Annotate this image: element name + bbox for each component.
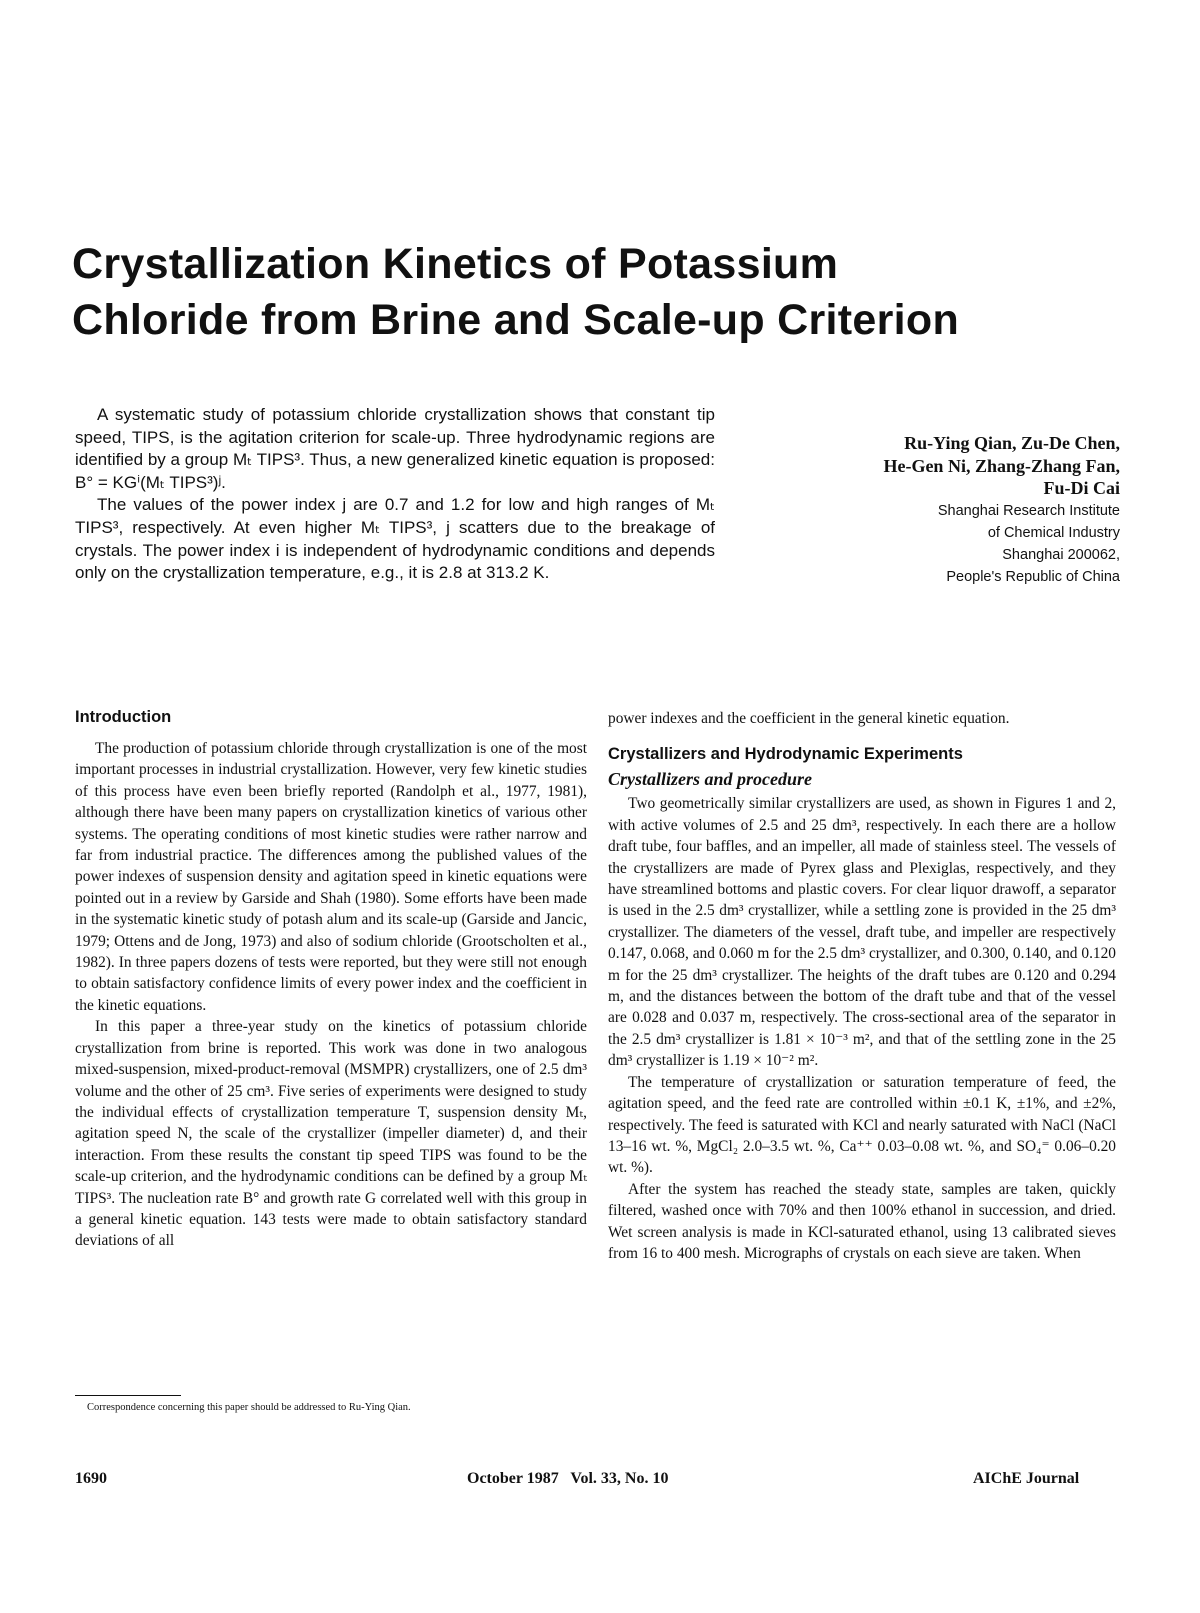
section-heading-introduction: Introduction <box>75 708 172 726</box>
page-number: 1690 <box>75 1470 107 1487</box>
intro-paragraph-1: The production of potassium chloride through crystallization is one of the most important processes in industrial crystallization. However, very few kinetic studies of this process have even been briefly reported (Randolph et al., 1977, 1981), although there have been many papers on crystallization kinetics of various other systems. The operating conditions of most kinetic studies were rather narrow and far from industrial practice. The differences among the published values of the power indexes of suspension density and agitation speed in kinetic equations were pointed out in a review by Garside and Shah (1980). Some efforts have been made in the systematic kinetic study of potash alum and its scale-up (Garside and Jancic, 1979; Ottens and de Jong, 1973) and also of sodium chloride (Grootscholten et al., 1982). In three papers dozens of tests were reported, but they were still not enough to obtain satisfactory confidence limits of every power index and the coefficient in the kinetic equations. <box>75 740 587 1014</box>
paper-title <box>72 236 1132 348</box>
abstract-paragraph-1: A systematic study of potassium chloride crystallization shows that constant tip speed, TIPS, is the agitation criterion for scale-up. Three hydrodynamic regions are identified by a group Mₜ TIPS³. Thus, a new generalized kinetic equation is proposed: B° = KGⁱ(Mₜ TIPS³)ʲ. <box>75 405 715 492</box>
section-gap <box>608 729 1116 743</box>
journal-name: AIChE Journal <box>973 1470 1080 1487</box>
abstract <box>75 404 715 585</box>
author-line-1: Ru-Ying Qian, Zu-De Chen, <box>904 433 1120 453</box>
intro-paragraph-2: In this paper a three-year study on the kinetics of potassium chloride crystallization from brine is reported. This work was done in two analogous mixed-suspension, mixed-product-removal (MSMPR) crystallizers, one of 2.5 dm³ volume and the other of 25 cm³. Five series of experiments were designed to study the individual effects of crystallization temperature T, suspension density Mₜ, agitation speed N, the scale of the crystallizer (impeller diameter) d, and their interaction. From these results the constant tip speed TIPS was found to be the scale-up criterion, and the hydrodynamic conditions can be defined by a group Mₜ TIPS³. The nucleation rate B° and growth rate G correlated well with this group in a general kinetic equation. 143 tests were made to obtain satisfactory standard deviations of all <box>75 1018 587 1250</box>
title-line-2: Chloride from Brine and Scale-up Criterion <box>72 296 960 344</box>
issue-info: October 1987 Vol. 33, No. 10 <box>467 1470 669 1487</box>
affiliation <box>800 500 1120 588</box>
author-block <box>800 432 1120 588</box>
crystallizers-paragraph-2: The temperature of crystallization or saturation temperature of feed, the agitation speed, and the feed rate are controlled within ±0.1 K, ±1%, and ±2%, respectively. The feed is saturated with KCl and nearly saturated with NaCl (NaCl 13–16 wt. %, MgCl₂ 2.0–3.5 wt. %, Ca⁺⁺ 0.03–0.08 wt. %, and SO₄⁼ 0.06–0.20 wt. %). <box>608 1073 1116 1177</box>
affiliation-line-2: of Chemical Industry <box>987 524 1120 541</box>
correspondence-footnote: Correspondence concerning this paper should be addressed to Ru-Ying Qian. <box>87 1402 411 1413</box>
section-heading-crystallizers: Crystallizers and Hydrodynamic Experiments <box>608 745 963 764</box>
affiliation-line-4: People's Republic of China <box>946 568 1120 585</box>
author-line-2: He-Gen Ni, Zhang-Zhang Fan, <box>883 455 1120 476</box>
crystallizers-paragraph-3: After the system has reached the steady state, samples are taken, quickly filtered, washed once with 70% and then 100% ethanol in succession, and dried. Wet screen analysis is made in KCl-saturated ethanol, using 13 calibrated sieves from 16 to 400 mesh. Micrographs of crystals on each sieve are taken. When <box>608 1180 1116 1262</box>
affiliation-line-1: Shanghai Research Institute <box>937 502 1120 519</box>
affiliation-line-3: Shanghai 200062, <box>1002 546 1120 563</box>
title-line-1: Crystallization Kinetics of Potassium <box>72 240 839 288</box>
abstract-paragraph-2: The values of the power index j are 0.7 and 1.2 for low and high ranges of Mₜ TIPS³, respectively. At even higher Mₜ TIPS³, j scatters due to the breakage of crystals. The power index i is independent of hydrodynamic conditions and depends only on the crystallization temperature, e.g., it is 2.8 at 313.2 K. <box>75 495 715 583</box>
author-names <box>800 432 1120 500</box>
right-column <box>608 708 1116 1264</box>
footnote-divider <box>75 1395 181 1396</box>
left-column <box>75 706 587 1252</box>
author-line-3: Fu-Di Cai <box>1043 478 1120 498</box>
intro-continuation: power indexes and the coefficient in the general kinetic equation. <box>608 710 1010 727</box>
subsection-heading-procedure: Crystallizers and procedure <box>608 769 813 790</box>
crystallizers-paragraph-1: Two geometrically similar crystallizers are used, as shown in Figures 1 and 2, with active volumes of 2.5 and 25 dm³, respectively. In each there are a hollow draft tube, four baffles, and an impeller, all made of stainless steel. The vessels of the crystallizers are made of Pyrex glass and Plexiglas, respectively, and they have streamlined bottoms and plastic covers. For clear liquor drawoff, a separator is used in the 2.5 dm³ crystallizer, while a settling zone is provided in the 25 dm³ crystallizer. The diameters of the vessel, draft tube, and impeller are respectively 0.147, 0.068, and 0.060 m for the 2.5 dm³ crystallizer, and 0.300, 0.140, and 0.120 m for the 25 dm³ crystallizer. The heights of the draft tubes are 0.120 and 0.294 m, and the distances between the bottom of the draft tube and that of the vessel are 0.028 and 0.037 m, respectively. The cross-sectional area of the separator in the 2.5 dm³ crystallizer is 1.81 × 10⁻³ m², and that of the settling zone in the 25 dm³ crystallizer is 1.19 × 10⁻² m². <box>608 795 1116 1070</box>
